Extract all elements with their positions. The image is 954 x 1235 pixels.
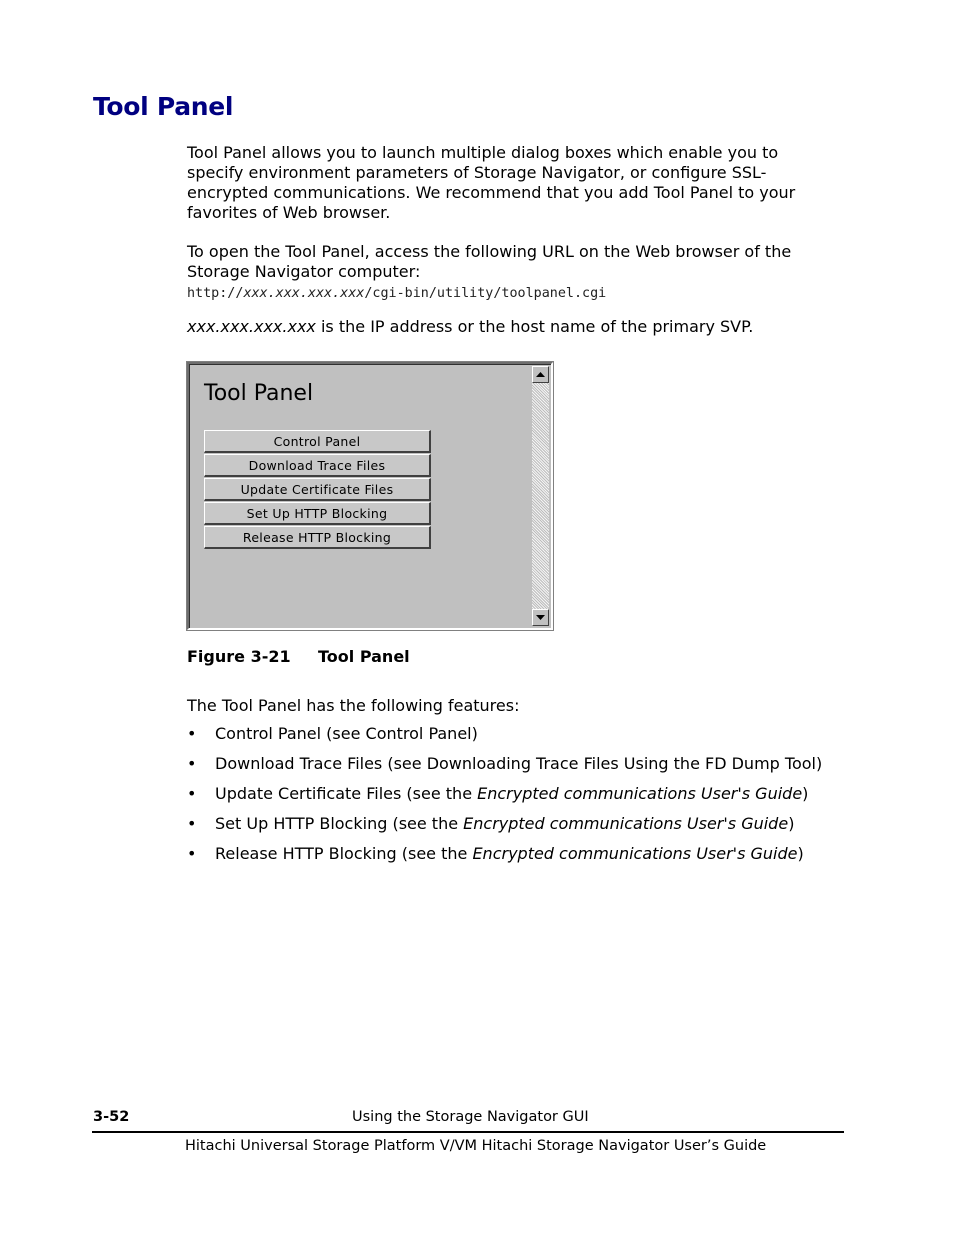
footer-divider <box>92 1131 844 1133</box>
url-path: /cgi-bin/utility/toolpanel.cgi <box>364 286 607 301</box>
ip-note-text: is the IP address or the host name of the primary SVP. <box>315 317 754 336</box>
control-panel-button[interactable]: Control Panel <box>204 430 431 453</box>
footer-book-title: Hitachi Universal Storage Platform V/VM Hitachi Storage Navigator User’s Guide <box>185 1138 767 1154</box>
list-item: • Release HTTP Blocking (see the Encrypted communications User's Guide) <box>187 844 804 863</box>
intro-paragraph: Tool Panel allows you to launch multiple dialog boxes which enable you to specify environment parameters of Storage Navigator, or configure SSL-encrypted communications. We recommend that you add Tool Panel to your favorites of Web browser. <box>187 143 796 222</box>
bullet-icon: • <box>187 784 197 803</box>
bullet-icon: • <box>187 844 197 863</box>
tool-panel-screenshot <box>187 362 553 630</box>
bullet-icon: • <box>187 814 197 833</box>
list-item: • Control Panel (see Control Panel) <box>187 724 478 743</box>
list-item: • Set Up HTTP Blocking (see the Encrypted communications User's Guide) <box>187 814 795 833</box>
page-heading: Tool Panel <box>93 92 234 121</box>
features-list <box>187 724 827 874</box>
update-certificate-files-button[interactable]: Update Certificate Files <box>204 478 431 501</box>
open-instructions <box>187 242 827 304</box>
list-item: • Download Trace Files (see Downloading Trace Files Using the FD Dump Tool) <box>187 754 823 773</box>
features-intro: The Tool Panel has the following features: <box>187 696 520 715</box>
bullet-icon: • <box>187 724 197 743</box>
tool-panel-title: Tool Panel <box>204 381 314 406</box>
ip-note <box>187 317 827 337</box>
arrow-up-icon <box>536 372 545 378</box>
bullet-icon: • <box>187 754 197 773</box>
footer-section-title: Using the Storage Navigator GUI <box>352 1109 589 1125</box>
figure-number: Figure 3-21 <box>187 647 291 666</box>
url-prefix: http:// <box>187 286 244 301</box>
url-host: xxx.xxx.xxx.xxx <box>243 286 365 301</box>
set-up-http-blocking-button[interactable]: Set Up HTTP Blocking <box>204 502 431 525</box>
tool-panel-url <box>187 286 606 301</box>
scroll-down-button[interactable] <box>532 609 549 626</box>
scroll-up-button[interactable] <box>532 366 549 383</box>
figure-caption <box>187 647 410 666</box>
vertical-scrollbar[interactable] <box>532 366 549 626</box>
ip-note-host: xxx.xxx.xxx.xxx <box>187 317 316 336</box>
arrow-down-icon <box>536 615 545 621</box>
download-trace-files-button[interactable]: Download Trace Files <box>204 454 431 477</box>
page-number: 3-52 <box>93 1109 130 1125</box>
figure-title: Tool Panel <box>318 647 410 666</box>
release-http-blocking-button[interactable]: Release HTTP Blocking <box>204 526 431 549</box>
open-text: To open the Tool Panel, access the following URL on the Web browser of the Storage Navigator computer: <box>187 242 792 281</box>
list-item: • Update Certificate Files (see the Encrypted communications User's Guide) <box>187 784 809 803</box>
